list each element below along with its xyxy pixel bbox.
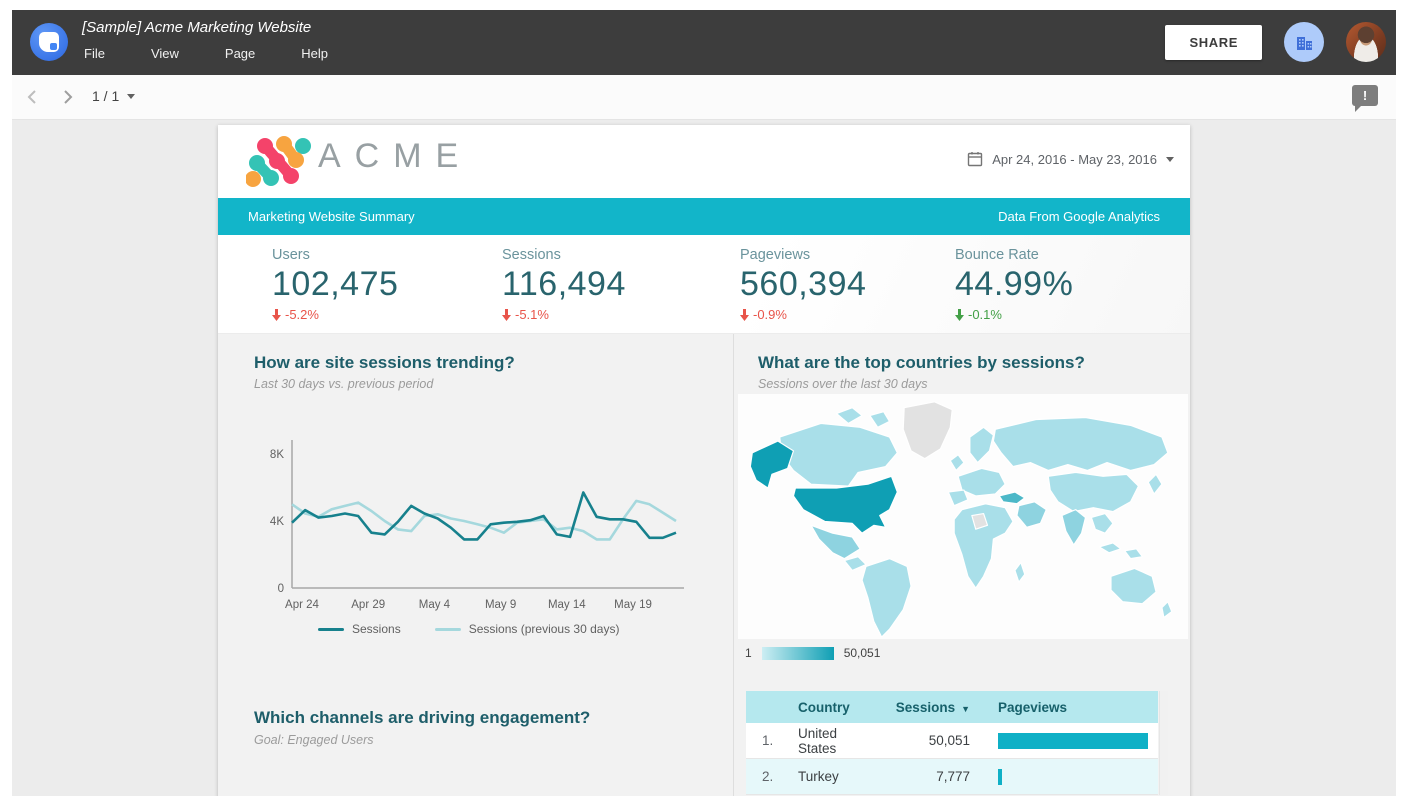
scorecard-pageviews: [740, 247, 955, 322]
world-map-chart[interactable]: [738, 394, 1188, 639]
map-color-legend: [745, 646, 880, 660]
svg-text:Apr 29: Apr 29: [351, 599, 386, 611]
scorecard-delta: -5.1%: [502, 307, 717, 322]
scorecard-value: 116,494: [502, 265, 626, 303]
legend-label: Sessions (previous 30 days): [468, 622, 620, 636]
menu-page[interactable]: Page: [224, 46, 256, 61]
svg-text:May 4: May 4: [418, 599, 451, 611]
header-country[interactable]: Country: [798, 699, 850, 715]
top-bar: [12, 10, 1396, 75]
svg-text:May 19: May 19: [614, 599, 652, 611]
trend-chart-subtitle: Last 30 days vs. previous period: [254, 377, 434, 391]
scorecard-delta: -0.1%: [955, 307, 1170, 322]
calendar-icon: [967, 151, 983, 167]
legend-item: [435, 622, 620, 636]
sessions-line-chart[interactable]: [256, 426, 686, 621]
menu-file[interactable]: File: [84, 46, 105, 61]
svg-text:May 9: May 9: [484, 599, 517, 611]
scorecard-delta: -5.2%: [272, 307, 487, 322]
next-page-icon[interactable]: [58, 88, 76, 106]
menu-help[interactable]: Help: [301, 46, 329, 61]
share-button[interactable]: SHARE: [1165, 25, 1262, 60]
trend-chart-title: How are site sessions trending?: [254, 353, 515, 372]
date-range-label: Apr 24, 2016 - May 23, 2016: [992, 151, 1157, 167]
banner-left-label: Marketing Website Summary: [248, 209, 415, 224]
scorecard-value: 102,475: [272, 265, 399, 303]
row-rank: 2.: [762, 769, 774, 784]
app-window: [12, 10, 1396, 796]
legend-swatch: [318, 628, 344, 631]
scorecard-sessions: [502, 247, 717, 322]
charts-section: [218, 334, 1190, 796]
user-avatar[interactable]: [1346, 22, 1386, 62]
row-sessions: 50,051: [928, 733, 970, 748]
arrow-down-icon: [502, 309, 511, 321]
channels-chart-subtitle: Goal: Engaged Users: [254, 733, 374, 747]
world-map-icon: [738, 394, 1188, 639]
row-rank: 1.: [762, 733, 774, 748]
scorecard-label: Users: [272, 247, 310, 263]
svg-text:8K: 8K: [269, 449, 284, 461]
column-divider: [733, 334, 734, 796]
header-pageviews[interactable]: Pageviews: [998, 699, 1068, 715]
row-sessions: 7,777: [936, 769, 970, 784]
building-icon: [1295, 33, 1314, 52]
scorecard-label: Bounce Rate: [955, 247, 1039, 263]
table-scrollbar[interactable]: [1159, 691, 1168, 795]
bar: [998, 733, 1148, 749]
legend-item: [318, 622, 401, 636]
scorecard-bounce-rate: [955, 247, 1170, 322]
report-header: [218, 125, 1190, 198]
scorecard-value: 560,394: [740, 265, 867, 303]
date-range-picker[interactable]: [967, 151, 1174, 167]
chevron-down-icon: [127, 94, 135, 99]
row-country: Turkey: [798, 769, 839, 784]
row-country: United States: [798, 725, 838, 756]
bar: [998, 769, 1002, 785]
svg-text:4K: 4K: [269, 516, 284, 528]
report-canvas: [218, 125, 1190, 796]
svg-text:May 14: May 14: [547, 599, 586, 611]
organization-icon[interactable]: [1284, 22, 1324, 62]
svg-text:0: 0: [277, 583, 284, 595]
table-header-row: [746, 691, 1158, 723]
view-toolbar: [12, 75, 1396, 120]
row-pageviews-bar: [980, 733, 1158, 749]
arrow-down-icon: [272, 309, 281, 321]
previous-page-icon[interactable]: [24, 88, 42, 106]
sort-descending-icon: ▼: [961, 703, 970, 714]
scorecard-strip: [218, 235, 1190, 334]
color-gradient-bar: [762, 647, 834, 660]
row-pageviews-bar: [980, 769, 1158, 785]
svg-text:Apr 24: Apr 24: [285, 599, 319, 611]
chevron-down-icon: [1166, 157, 1174, 162]
table-row: [746, 723, 1158, 759]
channels-chart-title: Which channels are driving engagement?: [254, 708, 591, 727]
summary-banner: [218, 198, 1190, 235]
scorecard-label: Pageviews: [740, 247, 811, 263]
report-area: [12, 120, 1396, 796]
arrow-down-icon: [955, 309, 964, 321]
geo-chart-subtitle: Sessions over the last 30 days: [758, 377, 928, 391]
scorecard-value: 44.99%: [955, 265, 1074, 303]
legend-max-label: 50,051: [843, 646, 881, 660]
banner-right-label: Data From Google Analytics: [998, 209, 1160, 224]
acme-logo-icon: [246, 135, 312, 189]
legend-swatch: [435, 628, 461, 631]
report-title: [Sample] Acme Marketing Website: [82, 19, 312, 36]
scorecard-label: Sessions: [502, 247, 561, 263]
scorecard-users: [272, 247, 487, 322]
header-sessions[interactable]: Sessions ▼: [895, 699, 970, 715]
geo-chart-title: What are the top countries by sessions?: [758, 353, 1085, 372]
arrow-down-icon: [740, 309, 749, 321]
menu-view[interactable]: View: [150, 46, 179, 61]
page-selector[interactable]: 1 / 1: [92, 88, 135, 104]
brand-name: ACME: [318, 137, 473, 175]
menu-bar: [80, 44, 332, 63]
legend-min-label: 1: [745, 646, 752, 660]
data-studio-logo-icon[interactable]: [30, 23, 68, 61]
scorecard-delta: -0.9%: [740, 307, 955, 322]
feedback-icon[interactable]: !: [1352, 85, 1378, 106]
legend-label: Sessions: [352, 622, 401, 636]
chart-legend: [318, 622, 619, 636]
table-row: [746, 759, 1158, 795]
countries-table: [746, 691, 1158, 795]
